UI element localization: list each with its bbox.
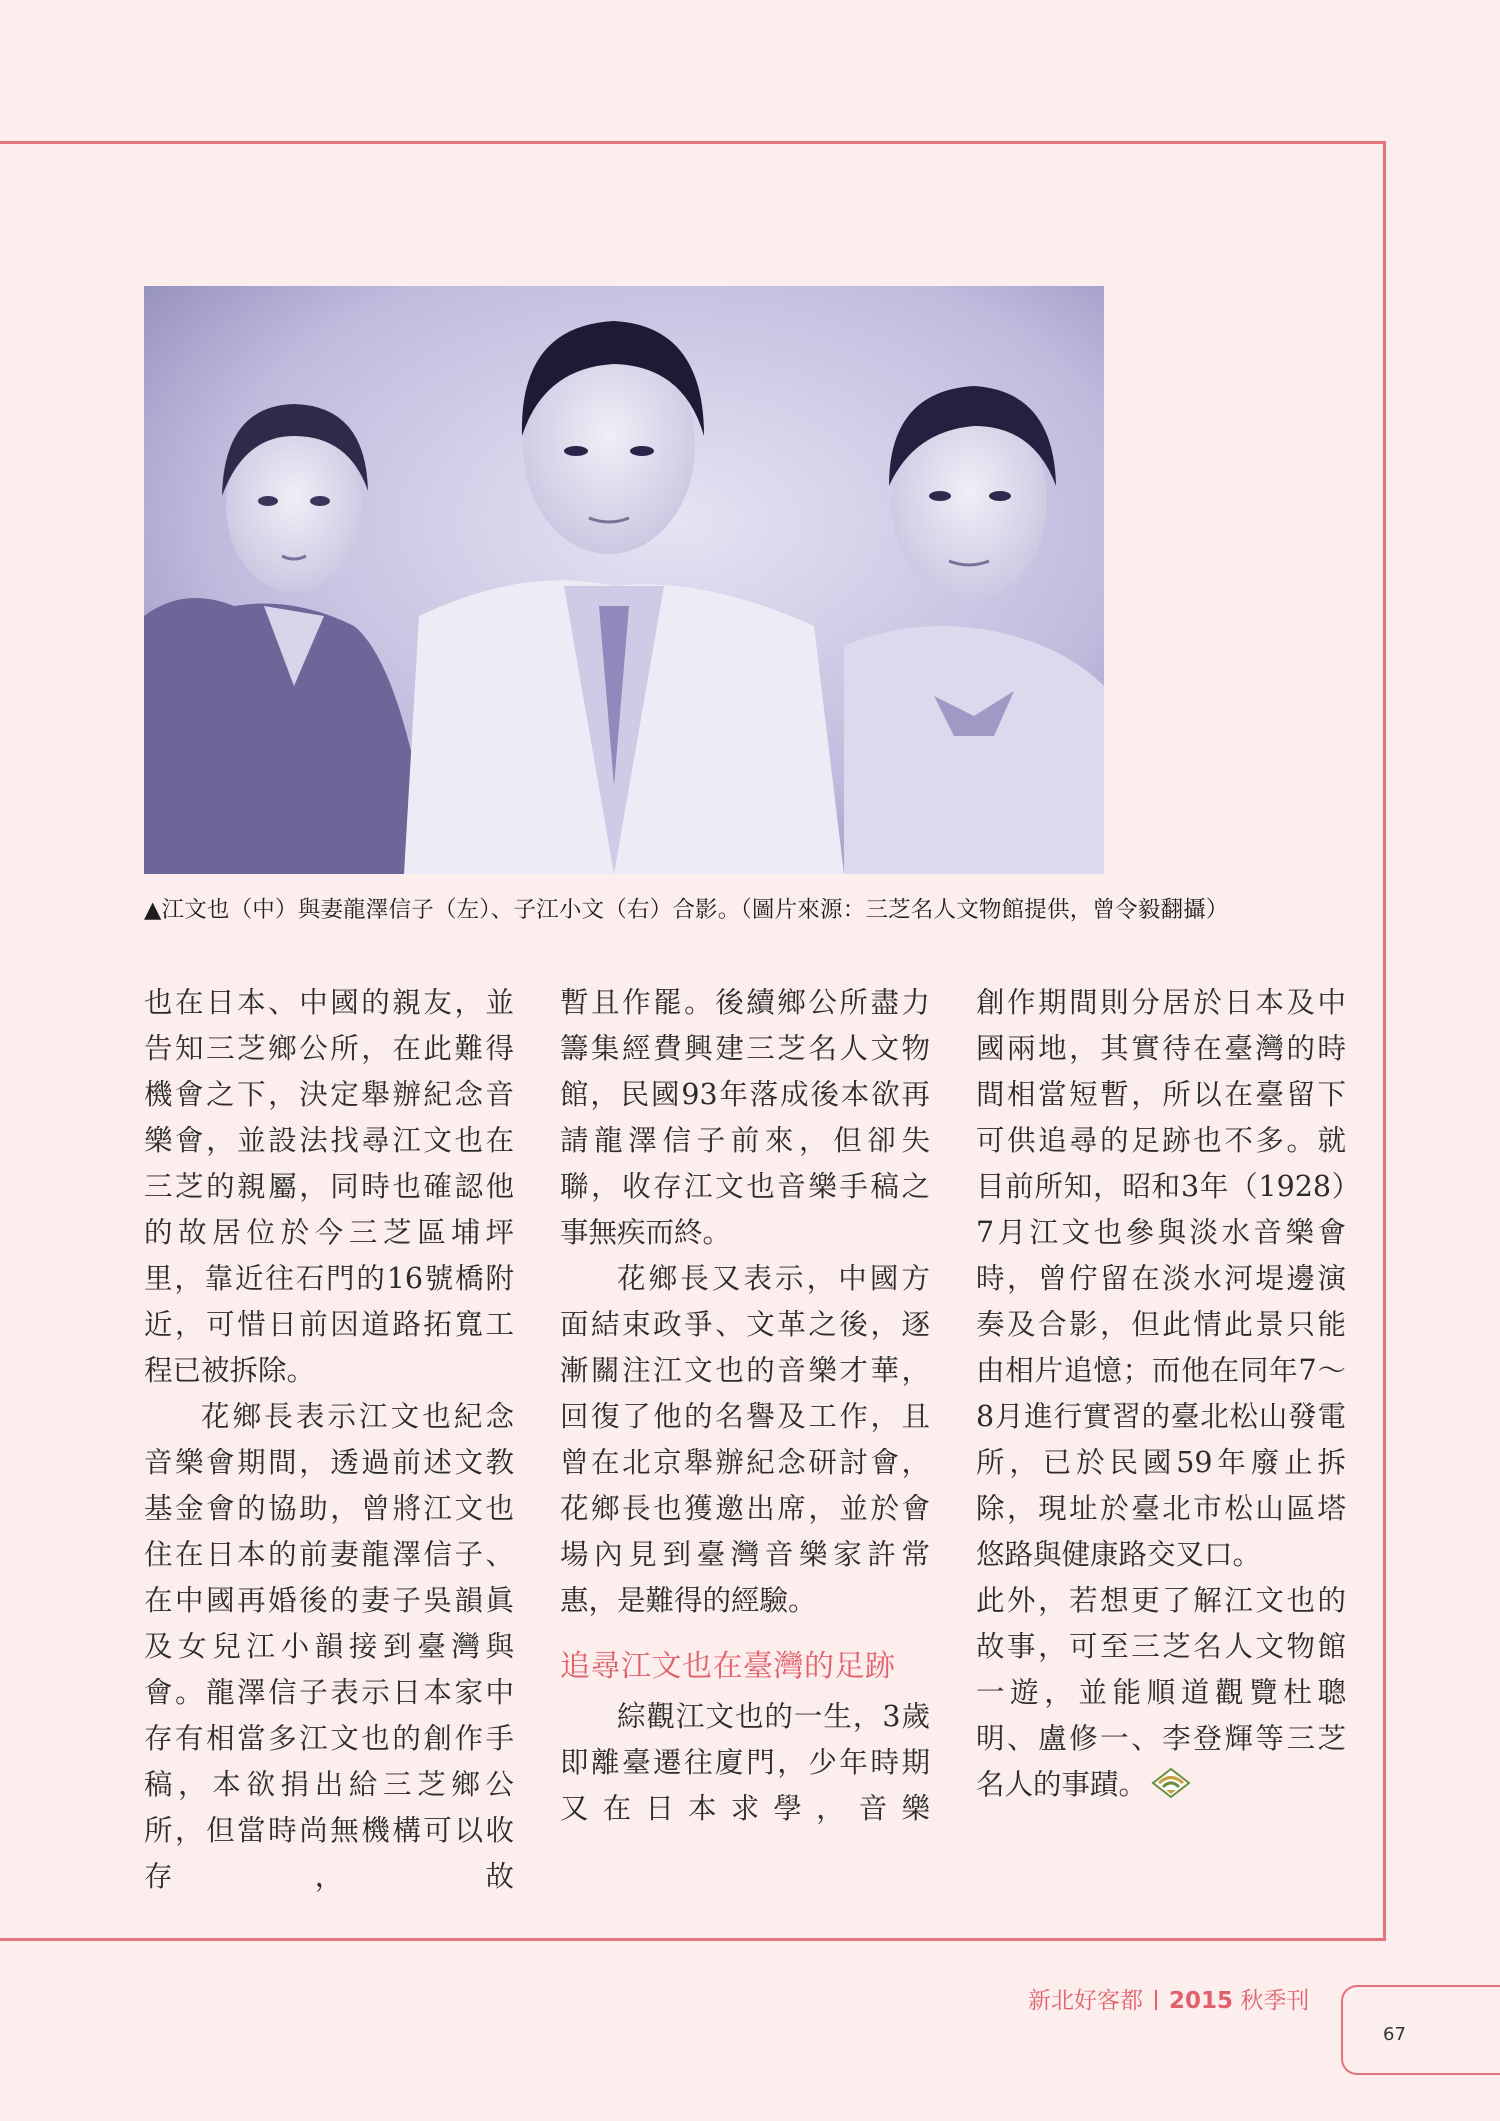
footer-publication (1028, 1982, 1309, 2015)
paragraph (976, 1578, 1346, 1808)
page-number-tab (1341, 1985, 1500, 2075)
paragraph: 花鄉長表示江文也紀念音樂會期間，透過前述文教基金會的協助，曾將江文也住在日本的前妻龍澤信子、在中國再婚後的妻子吳韻眞及女兒江小韻接到臺灣與會。龍澤信子表示日本家中存有相當多江文也的創作手稿，本欲捐出給三芝鄉公所，但當時尚無機構可以收存，故 (144, 1400, 514, 1893)
paragraph: 創作期間則分居於日本及中國兩地，其實待在臺灣的時間相當短暫，所以在臺留下可供追尋的足跡也不多。就目前所知，昭和3年（1928）7月江文也參與淡水音樂會時，曾佇留在淡水河堤邊演奏及合影，但此情此景只能由相片追憶；而他在同年7～8月進行實習的臺北松山發電所，已於民國59年廢止拆除，現址於臺北市松山區塔悠路與健康路交叉口。 (976, 986, 1346, 1571)
paragraph: 暫且作罷。後續鄉公所盡力籌集經費興建三芝名人文物館，民國93年落成後本欲再請龍澤信子前來，但卻失聯，收存江文也音樂手稿之事無疾而終。 (560, 986, 930, 1249)
end-mark-icon (1151, 1766, 1191, 1800)
photo-caption: ▲江文也（中）與妻龍澤信子（左）、子江小文（右）合影。（圖片來源：三芝名人文物館提供，曾令毅翻攝） (144, 897, 1229, 923)
paragraph: 也在日本、中國的親友，並告知三芝鄉公所，在此難得機會之下，決定舉辦紀念音樂會，並設法找尋江文也在三芝的親屬，同時也確認他的故居位於今三芝區埔坪里，靠近往石門的16號橋附近，可惜日前因道路拓寬工程已被拆除。 (144, 986, 514, 1387)
paragraph: 綜觀江文也的一生，3歲即離臺遷往廈門，少年時期又在日本求學，音樂 (560, 1700, 930, 1825)
footer-separator (1155, 1990, 1157, 2010)
article-column-3 (976, 980, 1346, 1808)
magazine-name: 新北好客都 (1028, 1988, 1143, 2014)
article-column-1 (144, 980, 514, 1900)
article-column-2 (560, 980, 930, 1832)
issue-year: 2015 (1169, 1988, 1234, 2014)
photo-illustration (144, 286, 1104, 874)
family-photo (144, 286, 1104, 874)
paragraph-text: 此外，若想更了解江文也的故事，可至三芝名人文物館一遊，並能順道觀覽杜聰明、盧修一、李登輝等三芝名人的事蹟。 (976, 1584, 1346, 1801)
issue-season: 秋季刊 (1240, 1988, 1310, 2014)
section-heading: 追尋江文也在臺灣的足跡 (560, 1649, 896, 1684)
paragraph: 花鄉長又表示，中國方面結束政爭、文革之後，逐漸關注江文也的音樂才華，回復了他的名譽及工作，且曾在北京舉辦紀念研討會，花鄉長也獲邀出席，並於會場內見到臺灣音樂家許常惠，是難得的經驗。 (560, 1262, 930, 1617)
page-number: 67 (1383, 2024, 1406, 2045)
